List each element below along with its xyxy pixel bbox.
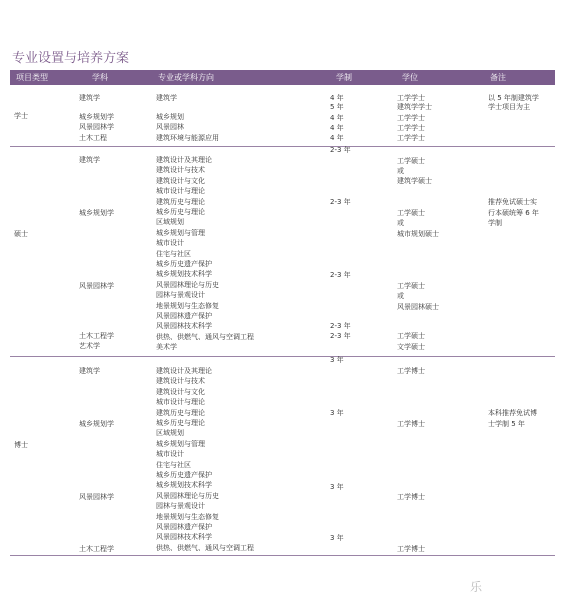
direction-cell: 城市设计 xyxy=(156,239,184,248)
direction-cell: 城乡规划与管理 xyxy=(156,228,205,237)
divider-bachelor-master xyxy=(10,146,555,147)
degree-cell: 工学学士 xyxy=(397,134,425,142)
duration-cell: 3 年 xyxy=(330,356,344,364)
degree-cell: 工学硕士 xyxy=(397,209,425,217)
degree-cell: 工学博士 xyxy=(397,367,425,375)
degree-cell: 工学博士 xyxy=(397,420,425,428)
direction-cell: 城市设计与理论 xyxy=(156,398,205,407)
duration-cell: 5 年 xyxy=(330,103,344,111)
direction-cell: 风景园林遗产保护 xyxy=(156,312,212,320)
direction-cell: 城乡规划技术科学 xyxy=(156,481,212,490)
degree-cell: 工学博士 xyxy=(397,545,425,553)
direction-cell: 供热、供燃气、通风与空调工程 xyxy=(156,543,254,552)
note-cell: 学制 xyxy=(488,219,502,227)
duration-cell: 2-3 年 xyxy=(330,198,351,206)
row-type-bachelor: 学士 xyxy=(14,112,28,120)
direction-cell: 风景园林遗产保护 xyxy=(156,523,212,531)
direction-cell: 城乡历史与理论 xyxy=(156,208,205,216)
row-type-master: 硕士 xyxy=(14,230,28,238)
duration-cell: 4 年 xyxy=(330,114,344,122)
direction-cell: 城乡规划与管理 xyxy=(156,439,205,448)
degree-cell: 工学硕士 xyxy=(397,332,425,340)
duration-cell: 4 年 xyxy=(330,94,344,102)
direction-cell: 风景园林理论与历史 xyxy=(156,491,219,500)
direction-cell: 地景规划与生态修复 xyxy=(156,512,219,521)
direction-cell: 园林与景观设计 xyxy=(156,291,205,300)
direction-cell: 建筑设计与文化 xyxy=(156,387,205,396)
direction-cell: 城乡历史遗产保护 xyxy=(156,471,212,479)
direction-cell: 建筑设计及其理论 xyxy=(156,367,212,375)
duration-cell: 4 年 xyxy=(330,134,344,142)
discipline-cell: 土木工程 xyxy=(79,134,107,142)
direction-cell: 供热、供燃气、通风与空调工程 xyxy=(156,332,254,341)
page-title: 专业设置与培养方案 xyxy=(12,51,130,66)
note-cell: 行本硕统筹 6 年 xyxy=(488,209,539,217)
duration-cell: 2-3 年 xyxy=(330,332,351,340)
direction-cell: 城乡历史遗产保护 xyxy=(156,260,212,268)
duration-cell: 2-3 年 xyxy=(330,271,351,279)
header-note: 备注 xyxy=(490,73,506,82)
degree-cell: 或 xyxy=(397,167,404,175)
note-cell: 士学制 5 年 xyxy=(488,420,525,428)
direction-cell: 城市设计与理论 xyxy=(156,187,205,196)
degree-cell: 文学硕士 xyxy=(397,343,425,351)
degree-cell: 建筑学硕士 xyxy=(397,177,432,185)
header-direction: 专业或学科方向 xyxy=(158,73,214,82)
direction-cell: 建筑历史与理论 xyxy=(156,408,205,417)
direction-cell: 城乡规划 xyxy=(156,113,184,121)
direction-cell: 风景园林技术科学 xyxy=(156,533,212,542)
degree-cell: 建筑学学士 xyxy=(397,103,432,111)
discipline-cell: 土木工程学 xyxy=(79,545,114,553)
degree-cell: 工学学士 xyxy=(397,94,425,102)
discipline-cell: 风景园林学 xyxy=(79,282,114,290)
note-cell: 以 5 年制建筑学 xyxy=(488,94,539,102)
direction-cell: 住宅与社区 xyxy=(156,249,191,258)
degree-cell: 或 xyxy=(397,219,404,227)
degree-cell: 工学硕士 xyxy=(397,282,425,290)
header-degree: 学位 xyxy=(402,73,418,82)
direction-cell: 建筑设计与技术 xyxy=(156,166,205,175)
degree-cell: 风景园林硕士 xyxy=(397,303,439,311)
duration-cell: 3 年 xyxy=(330,483,344,491)
degree-cell: 城市规划硕士 xyxy=(397,230,439,238)
degree-cell: 工学博士 xyxy=(397,493,425,501)
direction-cell: 住宅与社区 xyxy=(156,460,191,469)
direction-cell: 城乡历史与理论 xyxy=(156,419,205,427)
degree-cell: 或 xyxy=(397,292,404,300)
duration-cell: 4 年 xyxy=(330,124,344,132)
discipline-cell: 风景园林学 xyxy=(79,123,114,131)
direction-cell: 建筑环境与能源应用 xyxy=(156,134,219,142)
note-cell: 本科推荐免试博 xyxy=(488,409,537,417)
direction-cell: 建筑设计与文化 xyxy=(156,176,205,185)
direction-cell: 建筑设计及其理论 xyxy=(156,156,212,164)
degree-cell: 工学学士 xyxy=(397,124,425,132)
discipline-cell: 建筑学 xyxy=(79,156,100,164)
discipline-cell: 城乡规划学 xyxy=(79,420,114,428)
discipline-cell: 土木工程学 xyxy=(79,332,114,340)
divider-master-doctor xyxy=(10,356,555,357)
watermark-mark: 乐 xyxy=(470,580,483,594)
duration-cell: 3 年 xyxy=(330,409,344,417)
direction-cell: 区域规划 xyxy=(156,429,184,438)
degree-cell: 工学学士 xyxy=(397,114,425,122)
degree-cell: 工学硕士 xyxy=(397,157,425,165)
direction-cell: 风景园林 xyxy=(156,123,184,131)
direction-cell: 建筑设计与技术 xyxy=(156,377,205,386)
direction-cell: 建筑历史与理论 xyxy=(156,197,205,206)
row-type-doctor: 博士 xyxy=(14,441,28,449)
duration-cell: 2-3 年 xyxy=(330,322,351,330)
direction-cell: 美术学 xyxy=(156,343,177,352)
direction-cell: 建筑学 xyxy=(156,94,177,102)
table-bottom-line xyxy=(10,555,555,556)
header-type: 项目类型 xyxy=(16,73,48,82)
discipline-cell: 城乡规划学 xyxy=(79,209,114,217)
table-header xyxy=(10,70,555,85)
direction-cell: 园林与景观设计 xyxy=(156,502,205,511)
direction-cell: 风景园林技术科学 xyxy=(156,322,212,331)
duration-cell: 3 年 xyxy=(330,534,344,542)
direction-cell: 地景规划与生态修复 xyxy=(156,301,219,310)
direction-cell: 区域规划 xyxy=(156,218,184,227)
direction-cell: 风景园林理论与历史 xyxy=(156,280,219,289)
direction-cell: 城乡规划技术科学 xyxy=(156,270,212,279)
discipline-cell: 风景园林学 xyxy=(79,493,114,501)
discipline-cell: 建筑学 xyxy=(79,367,100,375)
direction-cell: 城市设计 xyxy=(156,450,184,459)
discipline-cell: 城乡规划学 xyxy=(79,113,114,121)
note-cell: 推荐免试硕士实 xyxy=(488,198,537,206)
discipline-cell: 建筑学 xyxy=(79,94,100,102)
duration-cell: 2-3 年 xyxy=(330,146,351,154)
header-discipline: 学科 xyxy=(92,73,108,82)
discipline-cell: 艺术学 xyxy=(79,342,100,350)
note-cell: 学士项目为主 xyxy=(488,103,530,111)
header-duration: 学制 xyxy=(336,73,352,82)
